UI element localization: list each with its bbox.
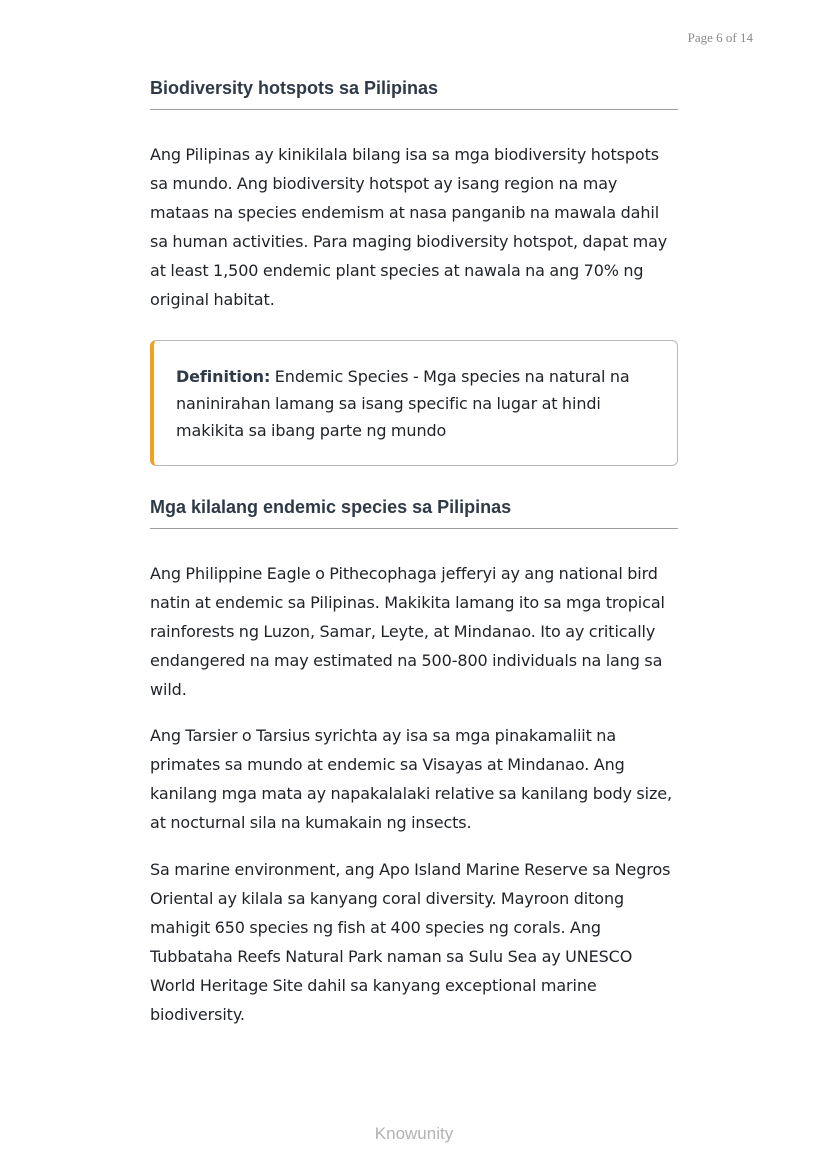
paragraph-tarsier: Ang Tarsier o Tarsius syrichta ay isa sa mga pinakamaliit na primates sa mundo at endemic sa Visayas at Mindanao. Ang kanilang mga mata ay napakalalaki relative sa kanilang body size, at nocturnal sila na kumakain ng insects. bbox=[150, 726, 672, 832]
section-heading-endemic-species: Mga kilalang endemic species sa Pilipinas bbox=[150, 497, 678, 529]
definition-callout bbox=[150, 340, 678, 466]
paragraph-philippine-eagle: Ang Philippine Eagle o Pithecophaga jefferyi ay ang national bird natin at endemic sa Pilipinas. Makikita lamang ito sa mga tropical rainforests ng Luzon, Samar, Leyte, at Mindanao. Ito ay critically endangered na may estimated na 500-800 individuals na lang sa wild. bbox=[150, 564, 665, 699]
paragraph-marine-environment: Sa marine environment, ang Apo Island Marine Reserve sa Negros Oriental ay kilala sa kanyang coral diversity. Mayroon ditong mahigit 650 species ng fish at 400 species ng corals. Ang Tubbataha Reefs Natural Park naman sa Sulu Sea ay UNESCO World Heritage Site dahil sa kanyang exceptional marine biodiversity. bbox=[150, 860, 671, 1024]
section-heading-biodiversity-hotspots: Biodiversity hotspots sa Pilipinas bbox=[150, 78, 678, 110]
definition-label: Definition: bbox=[176, 367, 271, 386]
definition-text: Endemic Species - Mga species na natural na naninirahan lamang sa isang specific na lugar at hindi makikita sa ibang parte ng mundo bbox=[176, 367, 630, 440]
paragraph-hotspots-intro: Ang Pilipinas ay kinikilala bilang isa sa mga biodiversity hotspots sa mundo. Ang biodiversity hotspot ay isang region na may mataas na species endemism at nasa panganib na mawala dahil sa human activities. Para maging biodiversity hotspot, dapat may at least 1,500 endemic plant species at nawala na ang 70% ng original habitat. bbox=[150, 145, 668, 309]
page-number: Page 6 of 14 bbox=[687, 30, 753, 45]
footer-brand: Knowunity bbox=[374, 1124, 454, 1143]
